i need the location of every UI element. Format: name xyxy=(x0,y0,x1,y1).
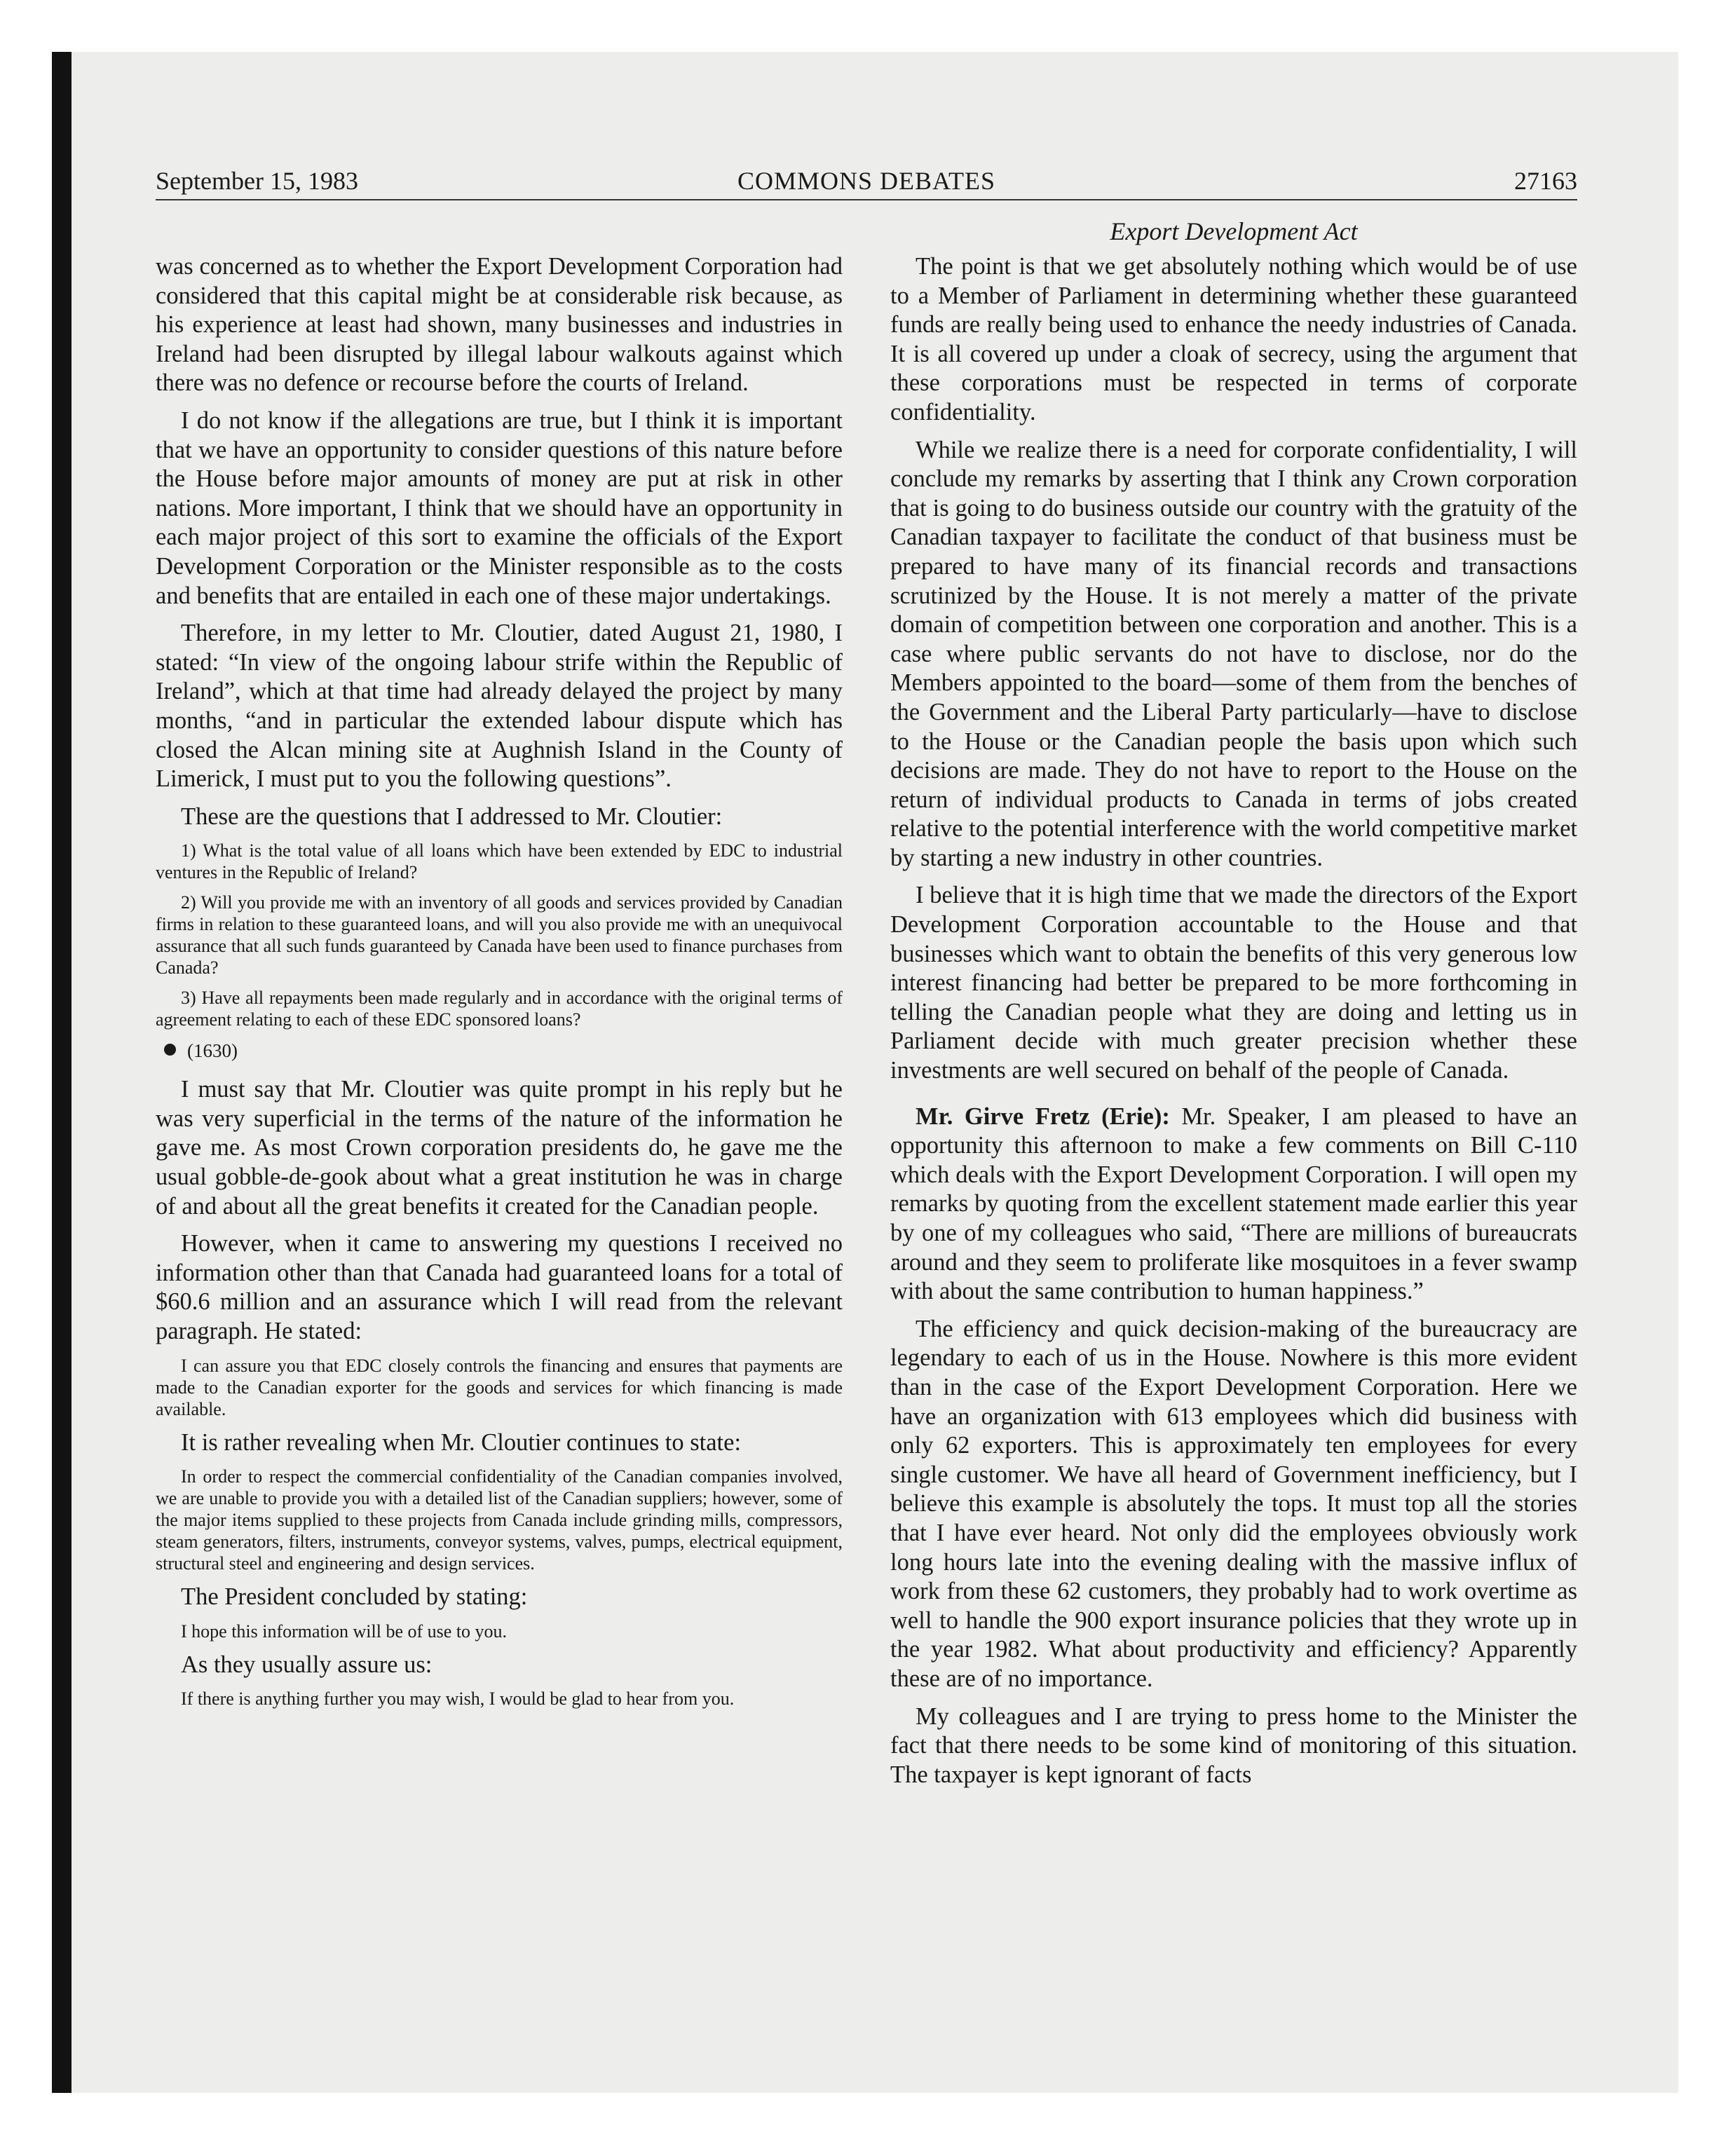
paragraph: The point is that we get absolutely nothing which would be of use to a Member of Parliament in determining whether these guaranteed funds are really being used to enhance the needy industries of Canada. It is all covered up under a cloak of secrecy, using the argument that these corporations must be respected in terms of corporate confidentiality. xyxy=(890,253,1577,425)
paragraph: I do not know if the allegations are true, but I think it is important that we have an opportunity to consider questions of this nature before the House before major amounts of money are put at risk in other nations. More important, I think that we should have an opportunity in each major project of this sort to examine the officials of the Export Development Corporation or the Minister responsible as to the costs and benefits that are entailed in each one of these major undertakings. xyxy=(156,407,843,609)
question-3: 3) Have all repayments been made regularly and in accordance with the original terms of agreement relating to each of these EDC sponsored loans? xyxy=(156,988,843,1030)
paragraph: While we realize there is a need for corporate confidentiality, I will conclude my remarks by asserting that I think any Crown corporation that is going to do business outside our country with the gratuity of the Canadian taxpayer to facilitate the conduct of that business must be prepared to have many of its financial records and transactions scrutinized by the House. It is not merely a matter of the private domain of competition between one corporation and another. This is a case where public servants do not have to disclose, nor do the Members appointed to the board—some of them from the benches of the Government and the Liberal Party particularly—have to disclose to the House or the Canadian people the basis upon which such decisions are made. They do not have to report to the House on the return of individual products to Canada in terms of jobs created relative to the potential interference with the world competitive market by starting a new industry in other countries. xyxy=(890,436,1577,871)
section-title: Export Development Act xyxy=(1110,217,1358,245)
speech-paragraph xyxy=(890,1103,1577,1306)
paragraph: Therefore, in my letter to Mr. Cloutier, dated August 21, 1980, I stated: “In view of the ongoing labour strife within the Republic of Ireland”, which at that time had already delayed the project by many months, “and in particular the extended labour dispute which has closed the Alcan mining site at Aughnish Island in the County of Limerick, I must put to you the following questions”. xyxy=(156,620,843,793)
paragraph: I believe that it is high time that we made the directors of the Export Development Corporation accountable to the House and that businesses which want to obtain the benefits of this very generous low interest financing had better be prepared to be more forthcoming in telling the Canadian people what they are doing and letting us in Parliament decide with much greater precision whether these investments are well secured on behalf of the people of Canada. xyxy=(890,882,1577,1084)
binding-edge xyxy=(52,52,72,2093)
header-publication: COMMONS DEBATES xyxy=(737,167,996,195)
question-2: 2) Will you provide me with an inventory of all goods and services provided by Canadian firms in relation to these guaranteed loans, and will you also provide me with an unequivocal assurance that all such funds guaranteed by Canada have been used to finance purchases from Canada? xyxy=(156,892,843,978)
block-quote: I hope this information will be of use to you. xyxy=(181,1621,508,1642)
paragraph: It is rather revealing when Mr. Cloutier continues to state: xyxy=(181,1428,742,1456)
block-quote: If there is anything further you may wish, I would be glad to hear from you. xyxy=(181,1688,735,1710)
block-quote: I can assure you that EDC closely controls the financing and ensures that payments are made to the Canadian exporter for the goods and services for which financing is made available. xyxy=(156,1355,843,1419)
paragraph: As they usually assure us: xyxy=(181,1651,433,1678)
paragraph: I must say that Mr. Cloutier was quite prompt in his reply but he was very superficial in the terms of the nature of the information he gave me. As most Crown corporation presidents do, he gave me the usual gobble-de-gook about what a great institution he was in charge of and about all the great benefits it created for the Canadian people. xyxy=(156,1076,843,1220)
paragraph: These are the questions that I addressed to Mr. Cloutier: xyxy=(181,803,723,830)
bullet-icon xyxy=(164,1044,176,1056)
paragraph: However, when it came to answering my questions I received no information other than that Canada had guaranteed loans for a total of $60.6 million and an assurance which I will read from the relevant paragraph. He stated: xyxy=(156,1230,843,1345)
paragraph: My colleagues and I are trying to press home to the Minister the fact that there needs to be some kind of monitoring of this situation. The taxpayer is kept ignorant of facts xyxy=(890,1703,1577,1788)
time-marker-label: (1630) xyxy=(187,1040,238,1062)
paragraph: was concerned as to whether the Export Development Corporation had considered that this capital might be at considerable risk because, as his experience at least had shown, many businesses and industries in Ireland had been disrupted by illegal labour walkouts against which there was no defence or recourse before the courts of Ireland. xyxy=(156,253,843,397)
page-header xyxy=(156,163,1577,200)
speech-text: Mr. Speaker, I am pleased to have an opportunity this afternoon to make a few comments on Bill C-110 which deals with the Export Development Corporation. I will open my remarks by quoting from the excellent statement made earlier this year by one of my colleagues who said, “There are millions of bureaucrats around and they seem to proliferate like mosquitoes in a fever swamp with about the same contribution to human happiness.” xyxy=(890,1103,1578,1305)
right-column xyxy=(890,252,1577,1798)
speaker-name: Mr. Girve Fretz (Erie): xyxy=(916,1103,1170,1130)
block-quote: In order to respect the commercial confidentiality of the Canadian companies involved, we are unable to provide you with a detailed list of the Canadian suppliers; however, some of the major items supplied to these projects from Canada include grinding mills, compressors, steam generators, filters, instruments, conveyor systems, valves, pumps, electrical equipment, structural steel and engineering and design services. xyxy=(156,1466,843,1574)
header-date: September 15, 1983 xyxy=(156,167,358,195)
paragraph: The President concluded by stating: xyxy=(181,1583,528,1611)
header-page-number: 27163 xyxy=(1514,167,1577,195)
paragraph: The efficiency and quick decision-making of the bureaucracy are legendary to each of us in the House. Nowhere is this more evident than in the case of the Export Development Corporation. Here we have an organization with 613 employees which did business with only 62 exporters. This is approximately ten employees for every single customer. We have all heard of Government inefficiency, but I believe this example is absolutely the tops. It must top all the stories that I have ever heard. Not only did the employees obviously work long hours late into the evening dealing with the massive influx of work from these 62 customers, they probably had to work overtime as well to handle the 900 export insurance policies that they wrote up in the year 1982. What about productivity and efficiency? Apparently these are of no importance. xyxy=(890,1315,1577,1692)
question-1: 1) What is the total value of all loans which have been extended by EDC to industrial ventures in the Republic of Ireland? xyxy=(156,840,843,883)
time-marker xyxy=(156,1039,843,1063)
left-column xyxy=(156,252,843,1718)
